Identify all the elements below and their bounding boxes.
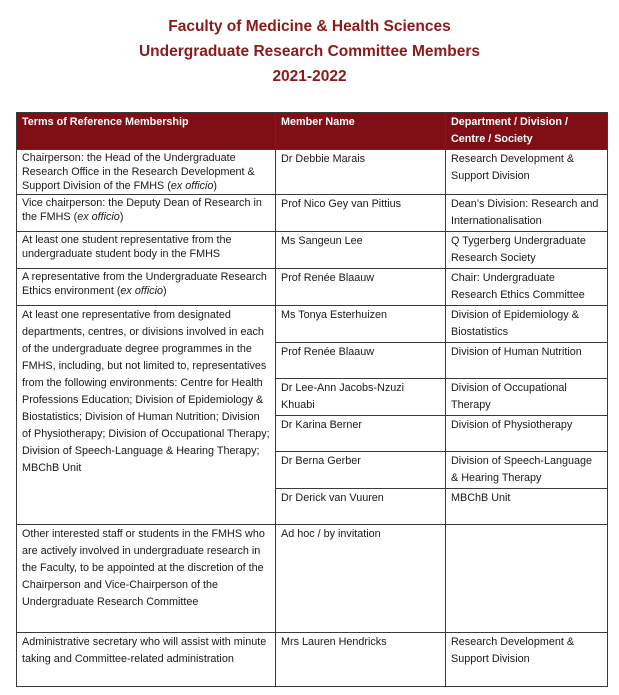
terms-text-end: ) bbox=[213, 180, 218, 192]
member-cell: Dr Debbie Marais bbox=[276, 150, 446, 195]
terms-cell bbox=[17, 195, 276, 232]
terms-cell: Administrative secretary who will assist with minute taking and Committee-related administration bbox=[17, 633, 276, 687]
terms-ex-officio: ex officio bbox=[170, 180, 214, 192]
table-row bbox=[17, 150, 608, 195]
member-cell: Dr Derick van Vuuren bbox=[276, 489, 446, 525]
member-cell: Dr Berna Gerber bbox=[276, 452, 446, 489]
terms-cell: At least one representative from designated departments, centres, or divisions involved in each of the undergraduate degree programmes in the FMHS, including, but not limited to, representatives from the following environments: Centre for Health Professions Education; Division of Epidemiology & Biostatistics; Division of Human Nutrition; Division of Physiotherapy; Division of Occupational Therapy; Division of Speech-Language & Hearing Therapy; MBChB Unit bbox=[17, 306, 276, 525]
member-cell: Ms Tonya Esterhuizen bbox=[276, 306, 446, 343]
terms-cell bbox=[17, 269, 276, 306]
member-cell: Prof Renée Blaauw bbox=[276, 269, 446, 306]
terms-text: Chairperson: the Head of the Undergraduate Research Office in the Research Development & Support Division of the FMHS ( bbox=[22, 152, 255, 192]
department-cell: Q Tygerberg Undergraduate Research Society bbox=[446, 232, 608, 269]
department-cell: Chair: Undergraduate Research Ethics Committee bbox=[446, 269, 608, 306]
department-cell: MBChB Unit bbox=[446, 489, 608, 525]
department-cell: Division of Physiotherapy bbox=[446, 416, 608, 452]
department-cell: Dean’s Division: Research and Internationalisation bbox=[446, 195, 608, 232]
terms-text: Vice chairperson: the Deputy Dean of Research in the FMHS ( bbox=[22, 197, 262, 223]
terms-cell: Other interested staff or students in the FMHS who are actively involved in undergraduate research in the Faculty, to be appointed at the discretion of the Chairperson and Vice-Chairperson of the Undergraduate Research Committee bbox=[17, 525, 276, 633]
terms-text-end: ) bbox=[119, 211, 124, 223]
member-cell: Prof Nico Gey van Pittius bbox=[276, 195, 446, 232]
department-cell: Division of Occupational Therapy bbox=[446, 379, 608, 416]
terms-text: A representative from the Undergraduate Research Ethics environment ( bbox=[22, 271, 267, 297]
department-cell: Division of Speech-Language & Hearing Therapy bbox=[446, 452, 608, 489]
department-cell: Research Development & Support Division bbox=[446, 150, 608, 195]
table-row bbox=[17, 232, 608, 269]
member-cell: Prof Renée Blaauw bbox=[276, 343, 446, 379]
terms-cell bbox=[17, 232, 276, 269]
table-header-row bbox=[17, 113, 608, 150]
department-cell bbox=[446, 525, 608, 633]
table-row bbox=[17, 269, 608, 306]
header-member: Member Name bbox=[276, 113, 446, 150]
terms-ex-officio: ex officio bbox=[77, 211, 120, 223]
department-cell: Division of Human Nutrition bbox=[446, 343, 608, 379]
title-year: 2021-2022 bbox=[272, 68, 347, 85]
header-terms: Terms of Reference Membership bbox=[17, 113, 276, 150]
terms-cell bbox=[17, 150, 276, 195]
header-department: Department / Division / Centre / Society bbox=[446, 113, 608, 150]
member-cell: Dr Lee-Ann Jacobs-Nzuzi Khuabi bbox=[276, 379, 446, 416]
table-row bbox=[17, 525, 608, 633]
title-committee: Undergraduate Research Committee Members bbox=[138, 43, 481, 60]
table-row bbox=[17, 195, 608, 232]
member-cell: Ad hoc / by invitation bbox=[276, 525, 446, 633]
member-cell: Ms Sangeun Lee bbox=[276, 232, 446, 269]
department-cell: Research Development & Support Division bbox=[446, 633, 608, 687]
title-faculty: Faculty of Medicine & Health Sciences bbox=[168, 18, 451, 35]
terms-text-end: ) bbox=[163, 285, 167, 297]
table-row bbox=[17, 306, 608, 343]
terms-ex-officio: ex officio bbox=[120, 285, 164, 297]
terms-text: At least one student representative from the undergraduate student body in the FMHS bbox=[22, 234, 232, 260]
member-cell: Dr Karina Berner bbox=[276, 416, 446, 452]
document-header bbox=[0, 14, 619, 89]
department-cell: Division of Epidemiology & Biostatistics bbox=[446, 306, 608, 343]
member-cell: Mrs Lauren Hendricks bbox=[276, 633, 446, 687]
table-row bbox=[17, 633, 608, 687]
members-table bbox=[16, 112, 608, 687]
